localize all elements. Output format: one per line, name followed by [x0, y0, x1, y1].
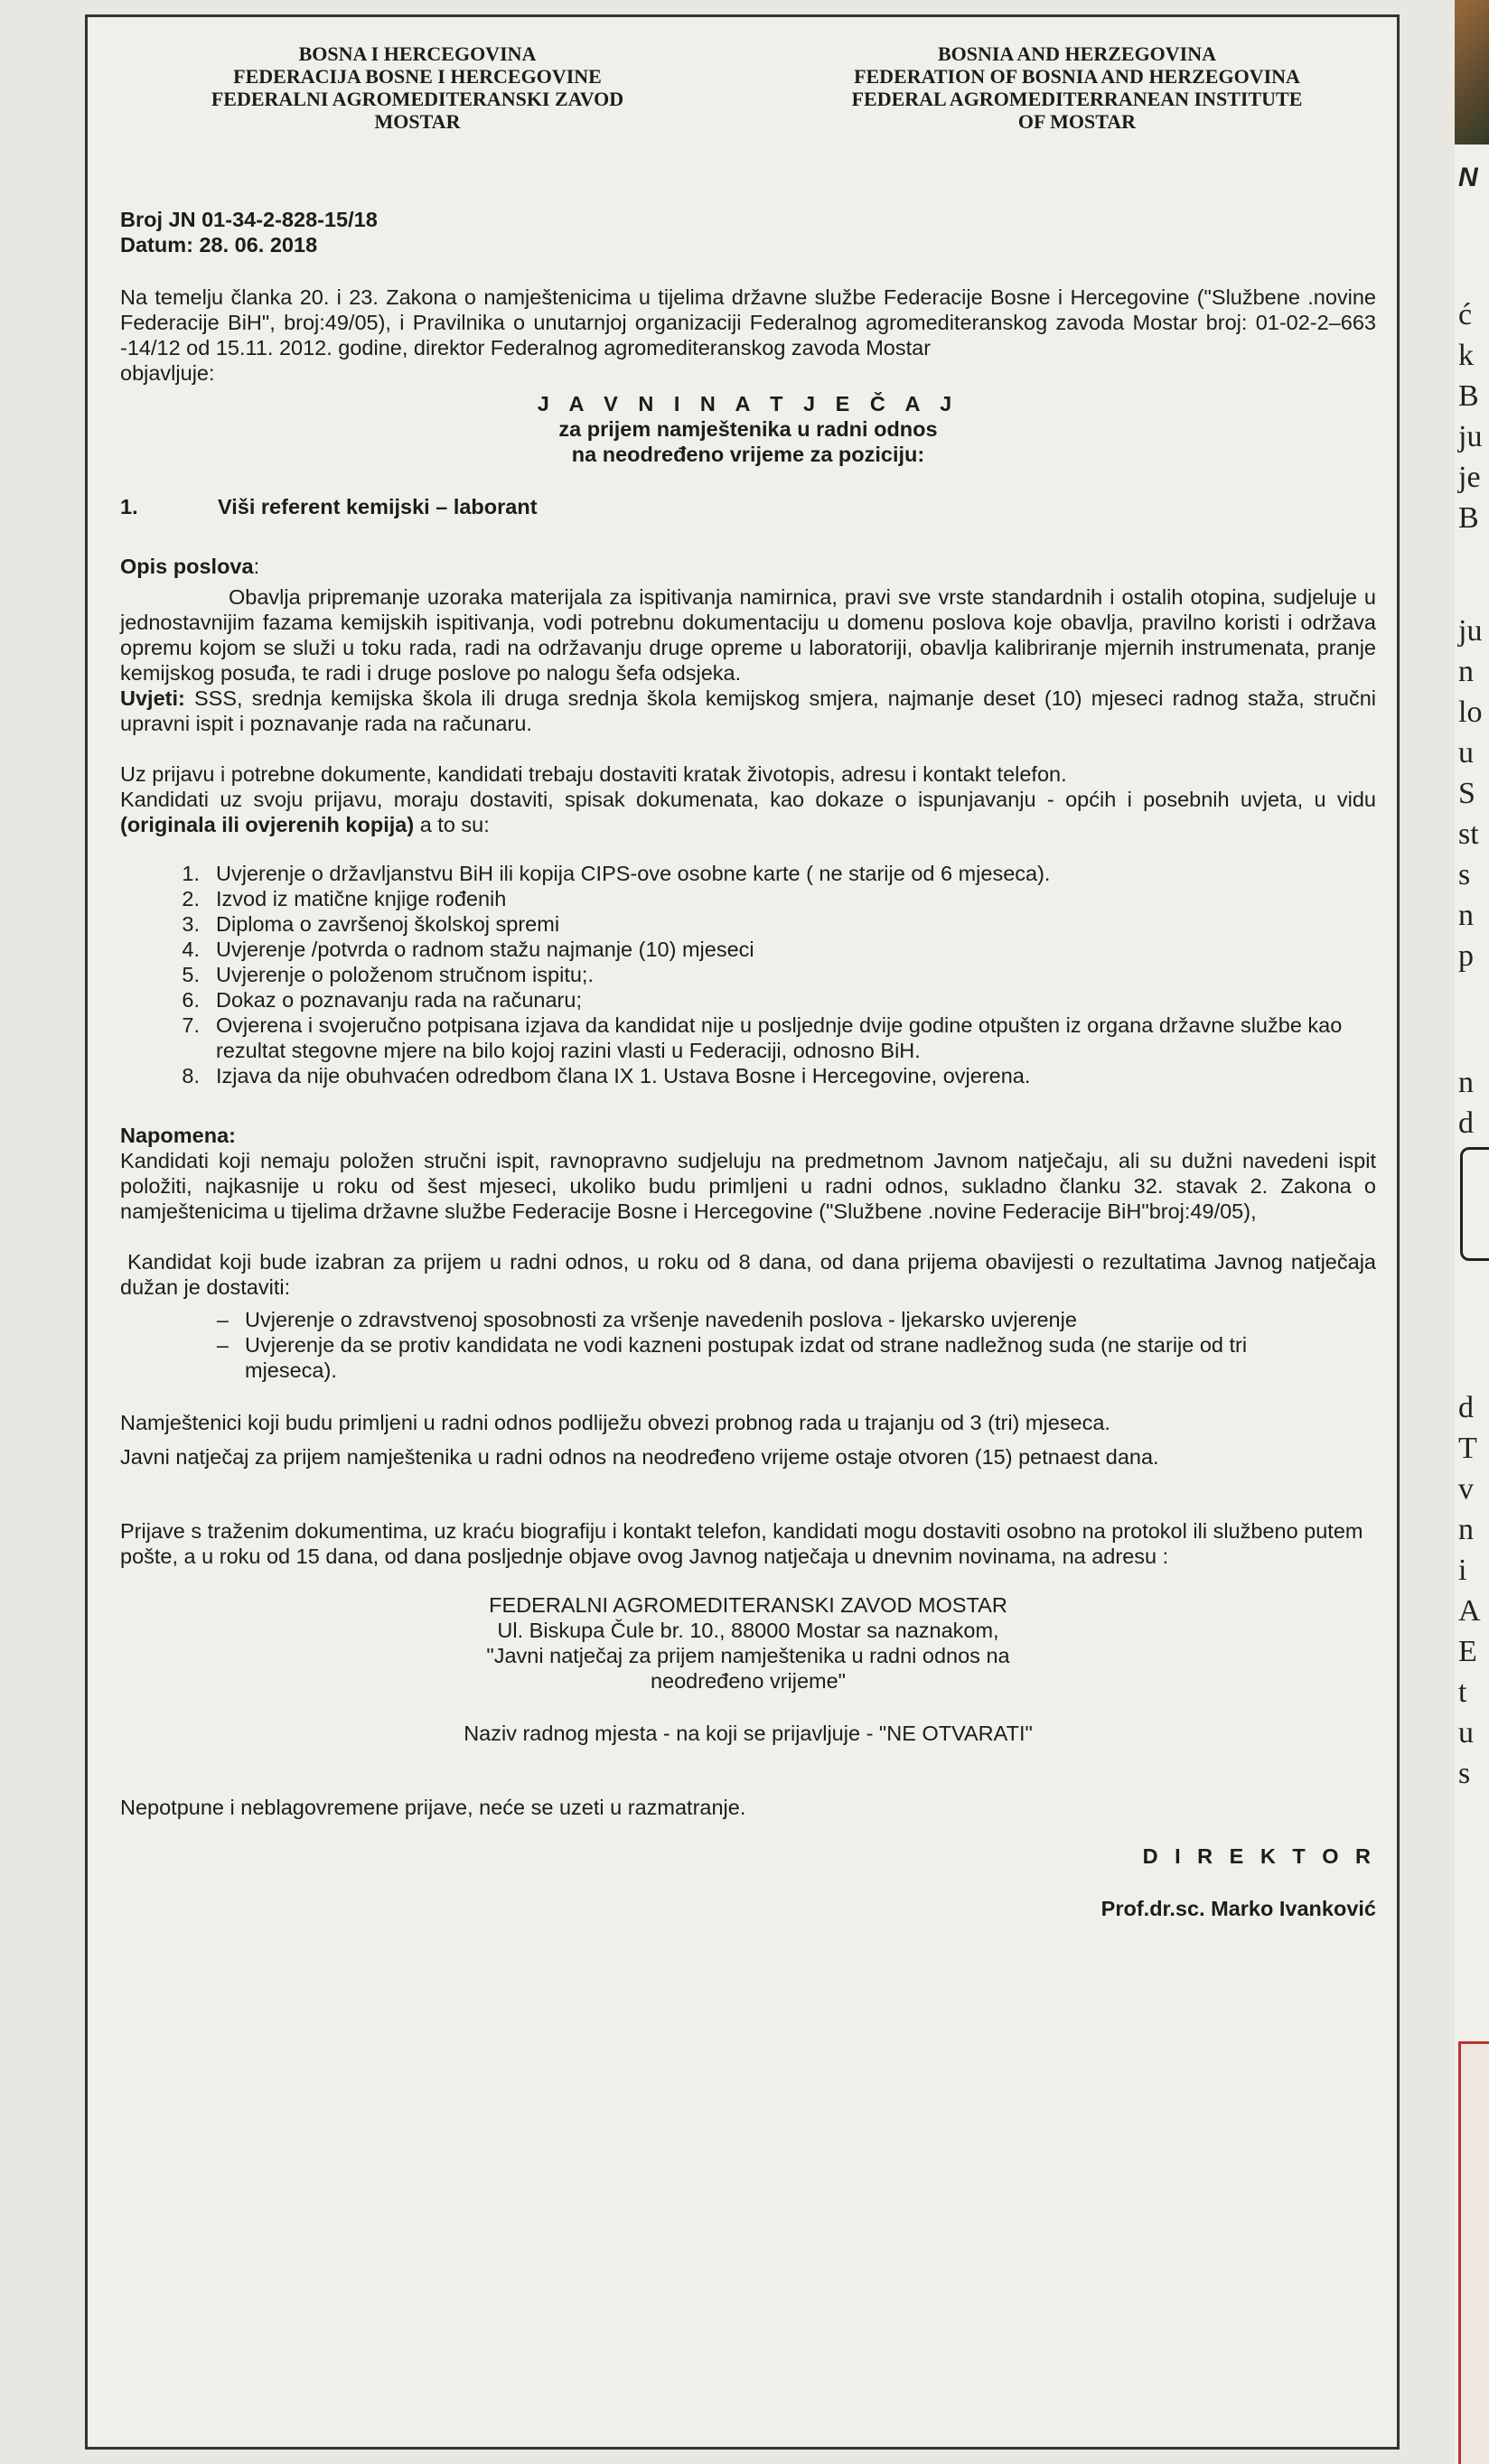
document-item-marker: 4. [182, 938, 200, 961]
clip-text-fragment: A [1458, 1594, 1481, 1628]
documents-list [156, 861, 1358, 1088]
required-doc-item-marker: – [216, 1308, 229, 1331]
clip-heading-fragment: N [1458, 163, 1478, 192]
document-item-text: Izjava da nije obuhvaćen odredbom člana IX 1. Ustava Bosne i Hercegovine, ovjerena. [216, 1064, 1031, 1087]
address-line: "Javni natječaj za prijem namještenika u radni odnos na [486, 1644, 1010, 1667]
clip-text-fragment: v [1458, 1472, 1474, 1506]
clip-text-fragment: ju [1458, 614, 1483, 648]
clip-text-fragment: B [1458, 379, 1479, 413]
document-item [156, 861, 1358, 886]
document-item-text: Uvjerenje o državljanstvu BiH ili kopija CIPS-ove osobne karte ( ne starije od 6 mjeseca). [216, 862, 1051, 885]
clip-text-fragment: lo [1458, 695, 1483, 729]
note-text: Kandidati koji nemaju položen stručni ispit, ravnopravno sudjeluju na predmetnom Javnom natječaju, ali su dužni navedeni ispit položiti, najkasnije u roku od šest mjeseci, ukoliko budu primljeni u radni odnos, sukladno članku 32. stavak 2. Zakona o namještenicima u tijelima državne službe Federacije Bosne i Hercegovine ("Službene .novine Federacije BiH"broj:49/05), [120, 1149, 1376, 1223]
header-left-line: MOSTAR [374, 110, 461, 133]
clip-text-fragment: n [1458, 1513, 1474, 1546]
address-line: Ul. Biskupa Čule br. 10., 88000 Mostar sa naznakom, [497, 1619, 999, 1642]
candidates-list-intro [120, 787, 1376, 837]
document-item-marker: 8. [182, 1064, 200, 1087]
clip-text-fragment: ć [1458, 298, 1473, 331]
note-label: Napomena: [120, 1124, 236, 1147]
document-item-marker: 5. [182, 963, 200, 986]
required-doc-item-text: Uvjerenje o zdravstvenoj sposobnosti za vršenje navedenih poslova - ljekarsko uvjerenje [245, 1308, 1077, 1331]
document-item [156, 937, 1358, 962]
clip-text-fragment: p [1458, 939, 1474, 973]
document-item [156, 1013, 1358, 1063]
required-doc-item-marker: – [216, 1333, 229, 1357]
adjacent-photo [1455, 0, 1489, 145]
address-line: FEDERALNI AGROMEDITERANSKI ZAVOD MOSTAR [489, 1593, 1007, 1617]
requirements-label: Uvjeti: [120, 686, 185, 710]
document-item-marker: 1. [182, 862, 200, 885]
header-right-line: BOSNIA AND HERZEGOVINA [937, 42, 1217, 65]
clip-text-fragment: n [1458, 899, 1474, 932]
duties-text: Obavlja pripremanje uzoraka materijala za ispitivanja namirnica, pravi sve vrste standardnih i ostalih otopina, sudjeluje u jednostavnijim fazama kemijskih ispitivanja, vodi potrebnu dokumentaciju u domenu poslova koje obavlja, pravilno koristi i održava opremu kojom se služi u toku rada, radi na održavanju druge opreme u laboratoriji, obavlja kalibriranje mjernih instrumenata, pranje kemijskog posuđa, te radi i druge poslove po nalogu šefa odsjeka. [120, 585, 1376, 685]
requirements [120, 686, 1376, 736]
job-notice [85, 14, 1400, 2450]
header-right-line: OF MOSTAR [1017, 110, 1137, 133]
header-right [752, 42, 1402, 133]
clip-text-fragment: st [1458, 817, 1479, 851]
required-doc-item-text: Uvjerenje da se protiv kandidata ne vodi kazneni postupak izdat od strane nadležnog suda (ne starije od tri mjeseca). [245, 1333, 1248, 1382]
clip-red-box [1458, 2041, 1489, 2464]
clip-text-fragment: u [1458, 1716, 1474, 1750]
clip-text-fragment: s [1458, 858, 1471, 891]
address-block [120, 1592, 1376, 1694]
notice-body [120, 207, 1376, 1921]
document-item-marker: 2. [182, 887, 200, 910]
originals-note: (originala ili ovjerenih kopija) [120, 813, 415, 836]
duties-heading: Opis poslova [120, 555, 254, 578]
notice-title: J A V N I N A T J E Č A J [537, 392, 960, 415]
probation-text: Namještenici koji budu primljeni u radni odnos podliježu obvezi probnog rada u trajanju od 3 (tri) mjeseca. [120, 1411, 1110, 1434]
clip-text-fragment: d [1458, 1106, 1474, 1140]
clip-text-fragment: S [1458, 777, 1475, 810]
document-item-text: Diploma o završenoj školskoj spremi [216, 912, 560, 936]
document-item [156, 911, 1358, 937]
candidates-text-end: a to su: [419, 813, 490, 836]
document-item-text: Uvjerenje /potvrda o radnom stažu najmanje (10) mjeseci [216, 938, 754, 961]
position-line [120, 494, 1376, 519]
header-left-line: FEDERACIJA BOSNE I HERCEGOVINE [233, 65, 602, 88]
document-item [156, 987, 1358, 1013]
document-item-marker: 6. [182, 988, 200, 1012]
candidates-text: Kandidati uz svoju prijavu, moraju dostaviti, spisak dokumenata, kao dokaze o ispunjavanju - općih i posebnih uvjeta, u vidu [120, 788, 1376, 811]
header-right-line: FEDERATION OF BOSNIA AND HERZEGOVINA [854, 65, 1300, 88]
clip-text-fragment: E [1458, 1635, 1477, 1668]
clip-text-fragment: u [1458, 736, 1474, 770]
clip-text-fragment: B [1458, 501, 1479, 535]
clip-text-fragment: n [1458, 655, 1474, 688]
incomplete-note: Nepotpune i neblagovremene prijave, neće se uzeti u razmatranje. [120, 1796, 746, 1819]
date: Datum: 28. 06. 2018 [120, 233, 318, 257]
header-left-line: BOSNA I HERCEGOVINA [298, 42, 537, 65]
selected-candidate-list [156, 1307, 1331, 1383]
clip-text-fragment: k [1458, 339, 1474, 372]
document-item-text: Dokaz o poznavanju rada na računaru; [216, 988, 582, 1012]
required-doc-item [156, 1332, 1331, 1383]
clip-text-fragment: je [1458, 461, 1481, 494]
header-left [88, 42, 747, 133]
intro-paragraph: Na temelju članka 20. i 23. Zakona o namještenicima u tijelima državne službe Federacije Bosne i Hercegovine ("Službene .novine Federacije BiH", broj:49/05), i Pravilnika o unutarnjoj organizaciji Federalnog agromediteranskog zavoda Mostar broj: 01-02-2–663 -14/12 od 15.11. 2012. godine, direktor Federalnog agromediteranskog zavoda Mostar [120, 285, 1376, 359]
director-title: D I R E K T O R [1142, 1844, 1376, 1868]
address-line: neodređeno vrijeme" [650, 1669, 847, 1693]
adjacent-article-clip [1455, 0, 1489, 2464]
clip-text-fragment: i [1458, 1554, 1467, 1587]
document-item-text: Uvjerenje o položenom stručnom ispitu;. [216, 963, 594, 986]
selected-candidate-text: Kandidat koji bude izabran za prijem u radni odnos, u roku od 8 dana, od dana prijema obavijesti o rezultatima Javnog natječaja dužan je dostaviti: [120, 1250, 1376, 1299]
clip-text-fragment: n [1458, 1066, 1474, 1099]
open-period-text: Javni natječaj za prijem namještenika u radni odnos na neodređeno vrijeme ostaje otvoren (15) petnaest dana. [120, 1445, 1159, 1469]
document-item [156, 1063, 1358, 1088]
clip-text-fragment: T [1458, 1432, 1477, 1465]
position-label-note: Naziv radnog mjesta - na koji se prijavljuje - "NE OTVARATI" [464, 1722, 1033, 1745]
position-name: Viši referent kemijski – laborant [218, 495, 538, 518]
notice-subtitle-2: na neodređeno vrijeme za poziciju: [571, 443, 925, 466]
application-docs: Uz prijavu i potrebne dokumente, kandidati trebaju dostaviti kratak životopis, adresu i kontakt telefon. [120, 762, 1067, 786]
clip-box [1460, 1147, 1489, 1261]
applications-text: Prijave s traženim dokumentima, uz kraću biografiju i kontakt telefon, kandidati mogu dostaviti osobno na protokol ili službeno putem pošte, a u roku od 15 dana, od dana posljednje objave ovog Javnog natječaja u dnevnim novinama, na adresu : [120, 1519, 1363, 1568]
announces: objavljuje: [120, 361, 215, 385]
clip-text-fragment: s [1458, 1757, 1471, 1790]
document-item [156, 886, 1358, 911]
duties-colon: : [253, 555, 260, 578]
required-doc-item [156, 1307, 1331, 1332]
document-item-marker: 7. [182, 1013, 200, 1037]
document-item-text: Ovjerena i svojeručno potpisana izjava da kandidat nije u posljednje dvije godine otpušten iz organa državne službe kao rezultat stegovne mjere na bilo kojoj razini vlasti u Federaciji, odnosno BiH. [216, 1013, 1343, 1062]
duties-heading-line [120, 554, 1376, 579]
document-item [156, 962, 1358, 987]
requirements-text: SSS, srednja kemijska škola ili druga srednja škola kemijskog smjera, najmanje deset (10) mjeseci radnog staža, stručni upravni ispit i poznavanje rada na računaru. [120, 686, 1377, 735]
document-item-marker: 3. [182, 912, 200, 936]
header-left-line: FEDERALNI AGROMEDITERANSKI ZAVOD [211, 88, 624, 110]
clip-text-fragment: ju [1458, 420, 1483, 453]
notice-subtitle-1: za prijem namještenika u radni odnos [558, 417, 938, 441]
clip-text-fragment: d [1458, 1391, 1474, 1424]
clip-text-fragment: t [1458, 1675, 1467, 1709]
ref-number: Broj JN 01-34-2-828-15/18 [120, 208, 378, 231]
document-item-text: Izvod iz matične knjige rođenih [216, 887, 507, 910]
header-right-line: FEDERAL AGROMEDITERRANEAN INSTITUTE [851, 88, 1303, 110]
director-name: Prof.dr.sc. Marko Ivanković [1100, 1897, 1376, 1920]
position-number: 1. [120, 495, 138, 518]
